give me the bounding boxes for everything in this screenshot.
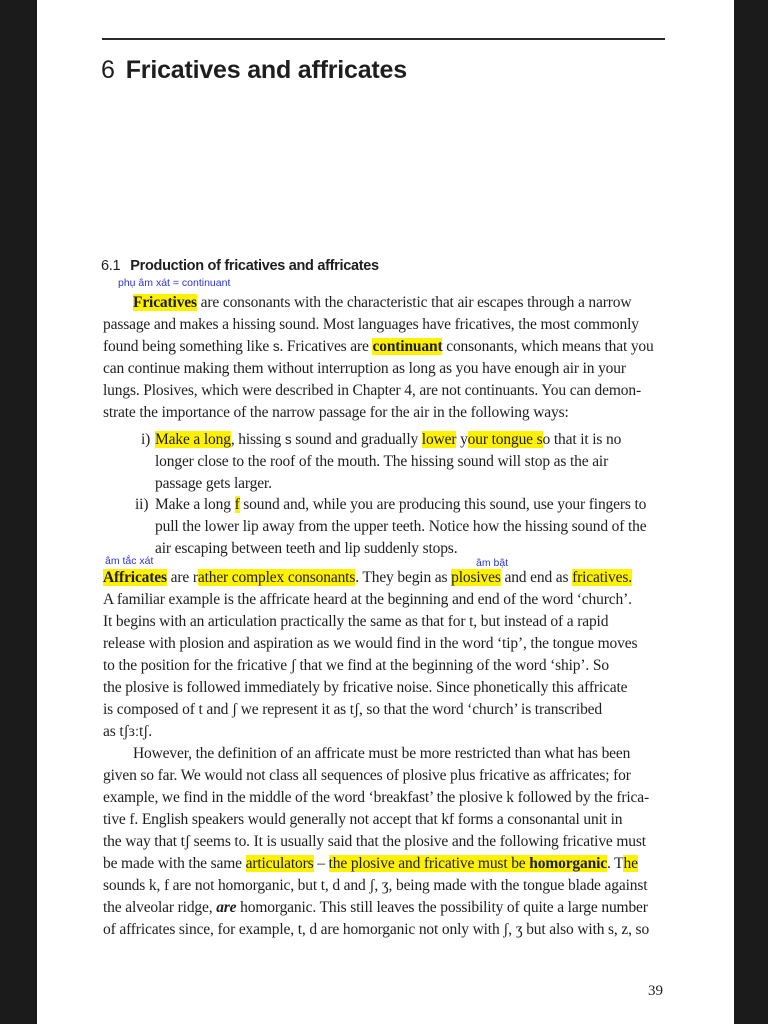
list-marker: ii) bbox=[135, 496, 149, 513]
paragraph-line: Affricates are rather complex consonants. They begin as plosives and end as fricatives. bbox=[103, 569, 632, 586]
list-item-line: Make a long, hissing s sound and gradually lower your tongue so that it is no bbox=[155, 431, 622, 448]
highlight-homorganic-phrase: the plosive and fricative must be bbox=[328, 855, 530, 872]
section-title: Production of fricatives and affricates bbox=[130, 258, 379, 274]
book-page bbox=[37, 0, 734, 1024]
annotation-affricate: âm tắc xát bbox=[105, 555, 154, 567]
chapter-heading bbox=[101, 56, 407, 85]
annotation-plosive: âm bật bbox=[476, 557, 509, 569]
annotation-continuant: phụ âm xát = continuant bbox=[118, 277, 231, 289]
paragraph-line: the plosive is followed immediately by fricative noise. Since phonetically this affricate bbox=[103, 679, 628, 696]
list-item-line: Make a long f sound and, while you are producing this sound, use your fingers to bbox=[155, 496, 647, 513]
paragraph-line: release with plosion and aspiration as we would find in the word ‘tip’, the tongue moves bbox=[103, 635, 638, 652]
paragraph-line: the way that tʃ seems to. It is usually said that the plosive and the following fricative must bbox=[103, 833, 646, 850]
highlight-plosives: plosives bbox=[451, 569, 501, 586]
paragraph-line: A familiar example is the affricate heard at the beginning and end of the word ‘church’. bbox=[103, 591, 632, 608]
list-item-line: air escaping between teeth and lip suddenly stops. bbox=[155, 540, 458, 557]
paragraph-line: tive f. English speakers would generally not accept that kf forms a consonantal unit in bbox=[103, 811, 623, 828]
chapter-title: Fricatives and affricates bbox=[125, 56, 407, 84]
paragraph-line: be made with the same articulators – the plosive and fricative must be homorganic. The bbox=[103, 855, 638, 872]
paragraph-line: However, the definition of an affricate must be more restricted than what has been bbox=[133, 745, 631, 762]
paragraph-line: to the position for the fricative ʃ that we find at the beginning of the word ‘ship’. So bbox=[103, 657, 609, 674]
paragraph-line: the alveolar ridge, are homorganic. This still leaves the possibility of quite a large number bbox=[103, 899, 648, 916]
highlight-homorganic: homorganic bbox=[529, 855, 607, 872]
list-item-line: passage gets larger. bbox=[155, 475, 272, 492]
paragraph-line: given so far. We would not class all sequences of plosive plus fricative as affricates; for bbox=[103, 767, 631, 784]
highlight-fricatives-2: fricatives. bbox=[572, 569, 632, 586]
paragraph-line: It begins with an articulation practically the same as that for t, but instead of a rapid bbox=[103, 613, 609, 630]
highlight-continuant: continuant bbox=[372, 338, 443, 355]
paragraph-line: Fricatives are consonants with the characteristic that air escapes through a narrow bbox=[133, 294, 632, 311]
section-number: 6.1 bbox=[101, 258, 121, 274]
highlight-affricates: Affricates bbox=[103, 569, 167, 586]
paragraph-line: strate the importance of the narrow passage for the air in the following ways: bbox=[103, 404, 569, 421]
header-rule bbox=[102, 38, 665, 40]
list-item-line: pull the lower lip away from the upper teeth. Notice how the hissing sound of the bbox=[155, 518, 647, 535]
highlight-complex-consonants: ather complex consonants bbox=[197, 569, 356, 586]
list-marker: i) bbox=[141, 431, 151, 448]
highlight-lower: lower bbox=[421, 431, 457, 448]
paragraph-line: lungs. Plosives, which were described in Chapter 4, are not continuants. You can demon- bbox=[103, 382, 641, 399]
highlight-f: f bbox=[234, 496, 240, 513]
paragraph-line: example, we find in the middle of the word ‘breakfast’ the plosive k followed by the frica- bbox=[103, 789, 650, 806]
highlight-fricatives: Fricatives bbox=[133, 294, 197, 311]
chapter-number: 6 bbox=[101, 56, 115, 84]
page-number: 39 bbox=[648, 983, 663, 999]
section-heading bbox=[101, 258, 379, 274]
paragraph-line: as tʃɜːtʃ. bbox=[103, 723, 152, 740]
paragraph-line: sounds k, f are not homorganic, but t, d and ʃ, ʒ, being made with the tongue blade against bbox=[103, 877, 648, 894]
paragraph-line: passage and makes a hissing sound. Most languages have fricatives, the most commonly bbox=[103, 316, 639, 333]
paragraph-line: found being something like s. Fricatives are continuant consonants, which means that you bbox=[103, 338, 654, 355]
paragraph-line: is composed of t and ʃ we represent it as tʃ, so that the word ‘church’ is transcribed bbox=[103, 701, 603, 718]
paragraph-line: can continue making them without interruption as long as you have enough air in your bbox=[103, 360, 626, 377]
highlight-your-tongue: our tongue s bbox=[467, 431, 543, 448]
highlight-articulators: articulators bbox=[245, 855, 314, 872]
list-item-line: longer close to the roof of the mouth. The hissing sound will stop as the air bbox=[155, 453, 609, 470]
highlight-make-a-long: Make a long bbox=[155, 431, 231, 448]
paragraph-line: of affricates since, for example, t, d are homorganic not only with ʃ, ʒ but also with s, z, so bbox=[103, 921, 650, 938]
